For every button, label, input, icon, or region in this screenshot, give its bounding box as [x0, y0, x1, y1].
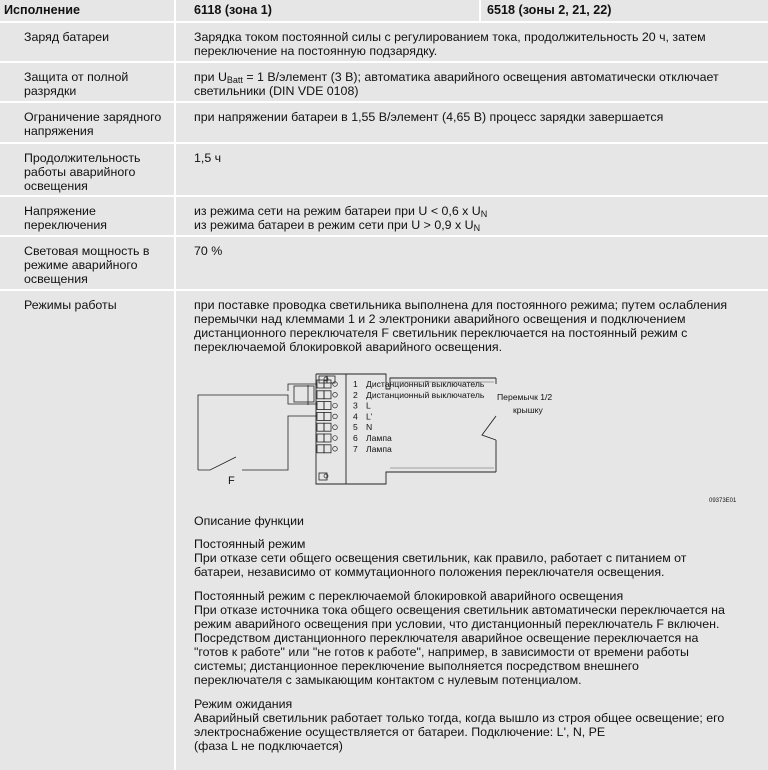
row-label-modes: Режимы работы	[0, 291, 174, 770]
switched-mode-title: Постоянный режим с переключаемой блокировкой аварийного освещения	[194, 589, 624, 603]
description-title: Описание функции	[194, 514, 304, 528]
terminal-1	[317, 379, 485, 389]
terminal-label: L'	[366, 411, 373, 422]
terminal-6	[317, 433, 392, 443]
terminal-2	[317, 390, 485, 400]
row-label-charge-limit: Ограничение зарядного напряжения	[0, 103, 174, 142]
terminal-label: N	[366, 422, 373, 433]
row-value-duration: 1,5 ч	[176, 144, 768, 195]
jumper-label-line2: крышку	[513, 405, 543, 415]
row-value-luminous: 70 %	[176, 237, 768, 289]
figure-id: 09373E01	[709, 498, 737, 504]
terminal-label: Лампа	[366, 433, 392, 443]
terminal-number: 6	[353, 433, 358, 443]
header-zone2: 6518 (зоны 2, 21, 22)	[481, 0, 768, 21]
terminal-number: 7	[353, 443, 358, 454]
header-zone1: 6118 (зона 1)	[176, 0, 479, 21]
terminal-label: Дистанционный выключатель	[366, 389, 485, 400]
terminal-3	[317, 401, 371, 411]
terminal-4	[317, 411, 373, 421]
row-label-charge: Заряд батареи	[0, 23, 174, 61]
terminal-7	[317, 444, 392, 454]
wiring-diagram	[176, 356, 768, 506]
header-variant-label: Исполнение	[0, 0, 174, 21]
terminal-label: Лампа	[366, 443, 392, 454]
terminal-number: 3	[353, 400, 358, 411]
switched-mode-text: При отказе источника тока общего освещения светильник автоматически переключается на режим аварийного освещения при условии, что дистанционный переключатель F включен. Посредством дистанционного переключателя аварийное освещение переключается на "готов к работе" или "не готов к работе", например, в зависимости от времени работы системы; дистанционное переключение выполняется посредством внешнего переключателя с замыкающим контактом с нулевым потенциалом.	[194, 603, 725, 687]
row-value-charge-limit: при напряжении батареи в 1,55 В/элемент (4,65 В) процесс зарядки завершается	[176, 103, 768, 142]
permanent-mode-text: При отказе сети общего освещения светильник, как правило, работает с питанием от батареи, независимо от коммутационного положения переключателя освещения.	[194, 551, 687, 579]
standby-mode-note: (фаза L не подключается)	[194, 739, 343, 753]
terminal-number: 5	[353, 422, 358, 433]
terminal-number: 2	[353, 389, 358, 400]
terminal-label: L	[366, 400, 371, 411]
jumper-label-line1: Перемычк 1/2	[497, 392, 553, 402]
function-description	[194, 514, 754, 753]
standby-mode-title: Режим ожидания	[194, 697, 293, 711]
row-label-switch-voltage: Напряжение переключения	[0, 197, 174, 235]
row-label-deep-discharge: Защита от полной разрядки	[0, 63, 174, 101]
row-label-luminous: Световая мощность в режиме аварийного освещения	[0, 237, 174, 289]
terminal-number: 4	[353, 411, 358, 422]
switch-f-label: F	[228, 475, 235, 487]
row-value-deep-discharge: при $U_{Batt} = 1$ В/элемент (3 В); автоматика аварийного освещения автоматически отключает светильники (DIN VDE 0108)	[176, 63, 768, 101]
terminal-block	[317, 379, 485, 454]
terminal-5	[317, 422, 372, 432]
row-label-duration: Продолжительность работы аварийного освещения	[0, 144, 174, 195]
permanent-mode-title: Постоянный режим	[194, 537, 306, 551]
row-value-modes: при поставке проводка светильника выполнена для постоянного режима; путем ослабления перемычки над клеммами 1 и 2 электроники аварийного освещения и подключением дистанционного переключателя F светильник переключается на постоянный режим с переключаемой блокировкой аварийного освещения.	[176, 291, 768, 770]
terminal-label: Дистанционный выключатель	[366, 379, 485, 389]
row-value-charge: Зарядка током постоянной силы с регулированием тока, продолжительность 20 ч, затем переключение на постоянную подзарядку.	[176, 23, 768, 61]
standby-mode-text: Аварийный светильник работает только тогда, когда вышло из строя общее освещение; его электроснабжение осуществляется от батареи. Подключение: L', N, PE	[194, 711, 725, 739]
terminal-number: 1	[353, 379, 358, 389]
row-value-switch-voltage: из режима сети на режим батареи при U < 0,6 x $U_N$ из режима батареи в режим сети при U > 0,9 x $U_N$	[176, 197, 768, 235]
